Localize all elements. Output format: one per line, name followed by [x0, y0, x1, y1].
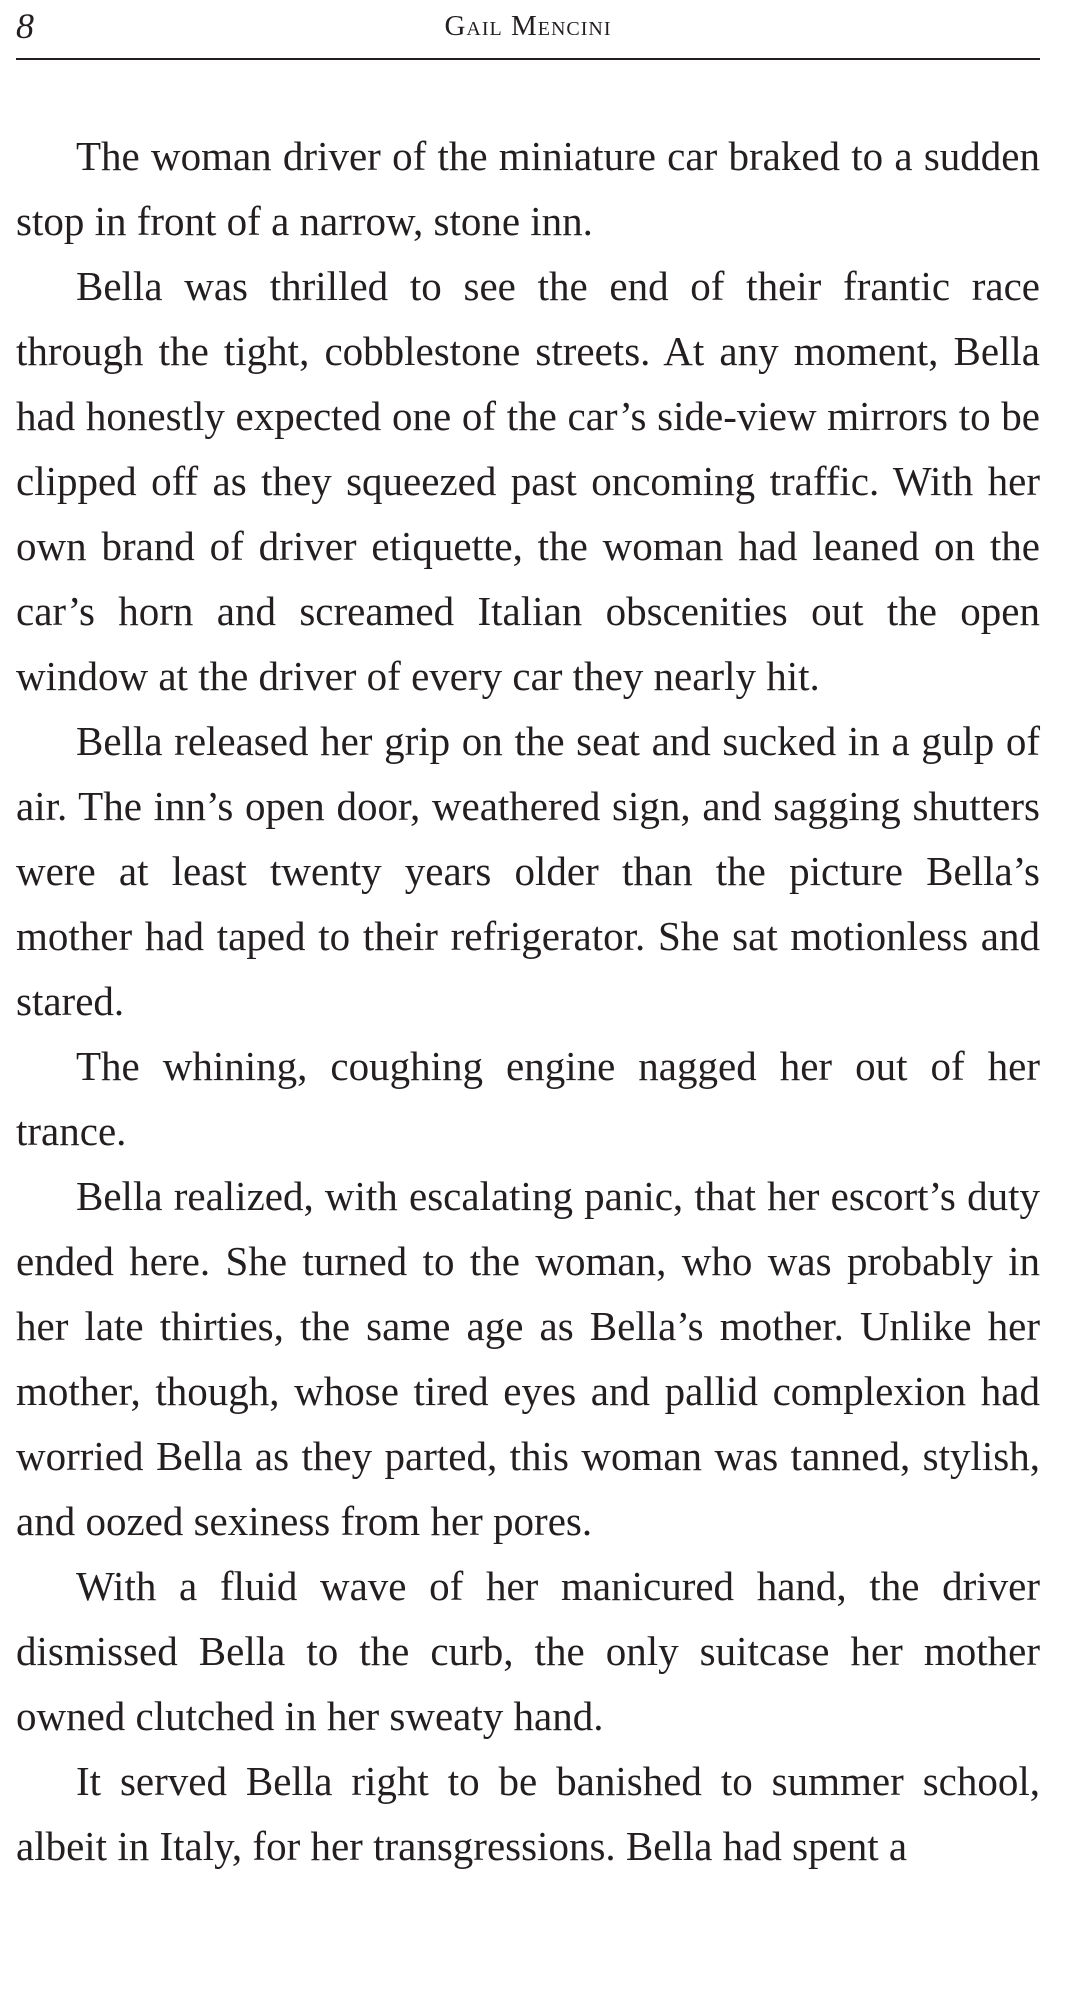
- paragraph: Bella was thrilled to see the end of their frantic race through the tight, cobblestone streets. At any moment, Bella had honestly expected one of the car’s side-view mirrors to be clipped off as they squeezed past oncoming traffic. With her own brand of driver etiquette, the woman had leaned on the car’s horn and screamed Italian obscenities out the open window at the driver of every car they nearly hit.: [16, 263, 1040, 699]
- body-text: [16, 124, 1040, 1879]
- page-number: 8: [16, 6, 34, 46]
- running-head: [16, 0, 1040, 60]
- paragraph: The woman driver of the miniature car braked to a sudden stop in front of a narrow, stone inn.: [16, 133, 1040, 244]
- paragraph: It served Bella right to be banished to summer school, albeit in Italy, for her transgressions. Bella had spent a: [16, 1758, 1040, 1869]
- paragraph: The whining, coughing engine nagged her out of her trance.: [16, 1043, 1040, 1154]
- paragraph: Bella released her grip on the seat and sucked in a gulp of air. The inn’s open door, weathered sign, and sagging shutters were at least twenty years older than the picture Bella’s mother had taped to their refrigerator. She sat motionless and stared.: [16, 718, 1040, 1024]
- book-page: [16, 0, 1040, 2000]
- paragraph: Bella realized, with escalating panic, that her escort’s duty ended here. She turned to the woman, who was probably in her late thirties, the same age as Bella’s mother. Unlike her mother, though, whose tired eyes and pallid complexion had worried Bella as they parted, this woman was tanned, stylish, and oozed sexiness from her pores.: [16, 1173, 1040, 1544]
- paragraph: With a fluid wave of her manicured hand, the driver dismissed Bella to the curb, the only suitcase her mother owned clutched in her sweaty hand.: [16, 1563, 1040, 1739]
- running-title: Gail Mencini: [444, 10, 612, 42]
